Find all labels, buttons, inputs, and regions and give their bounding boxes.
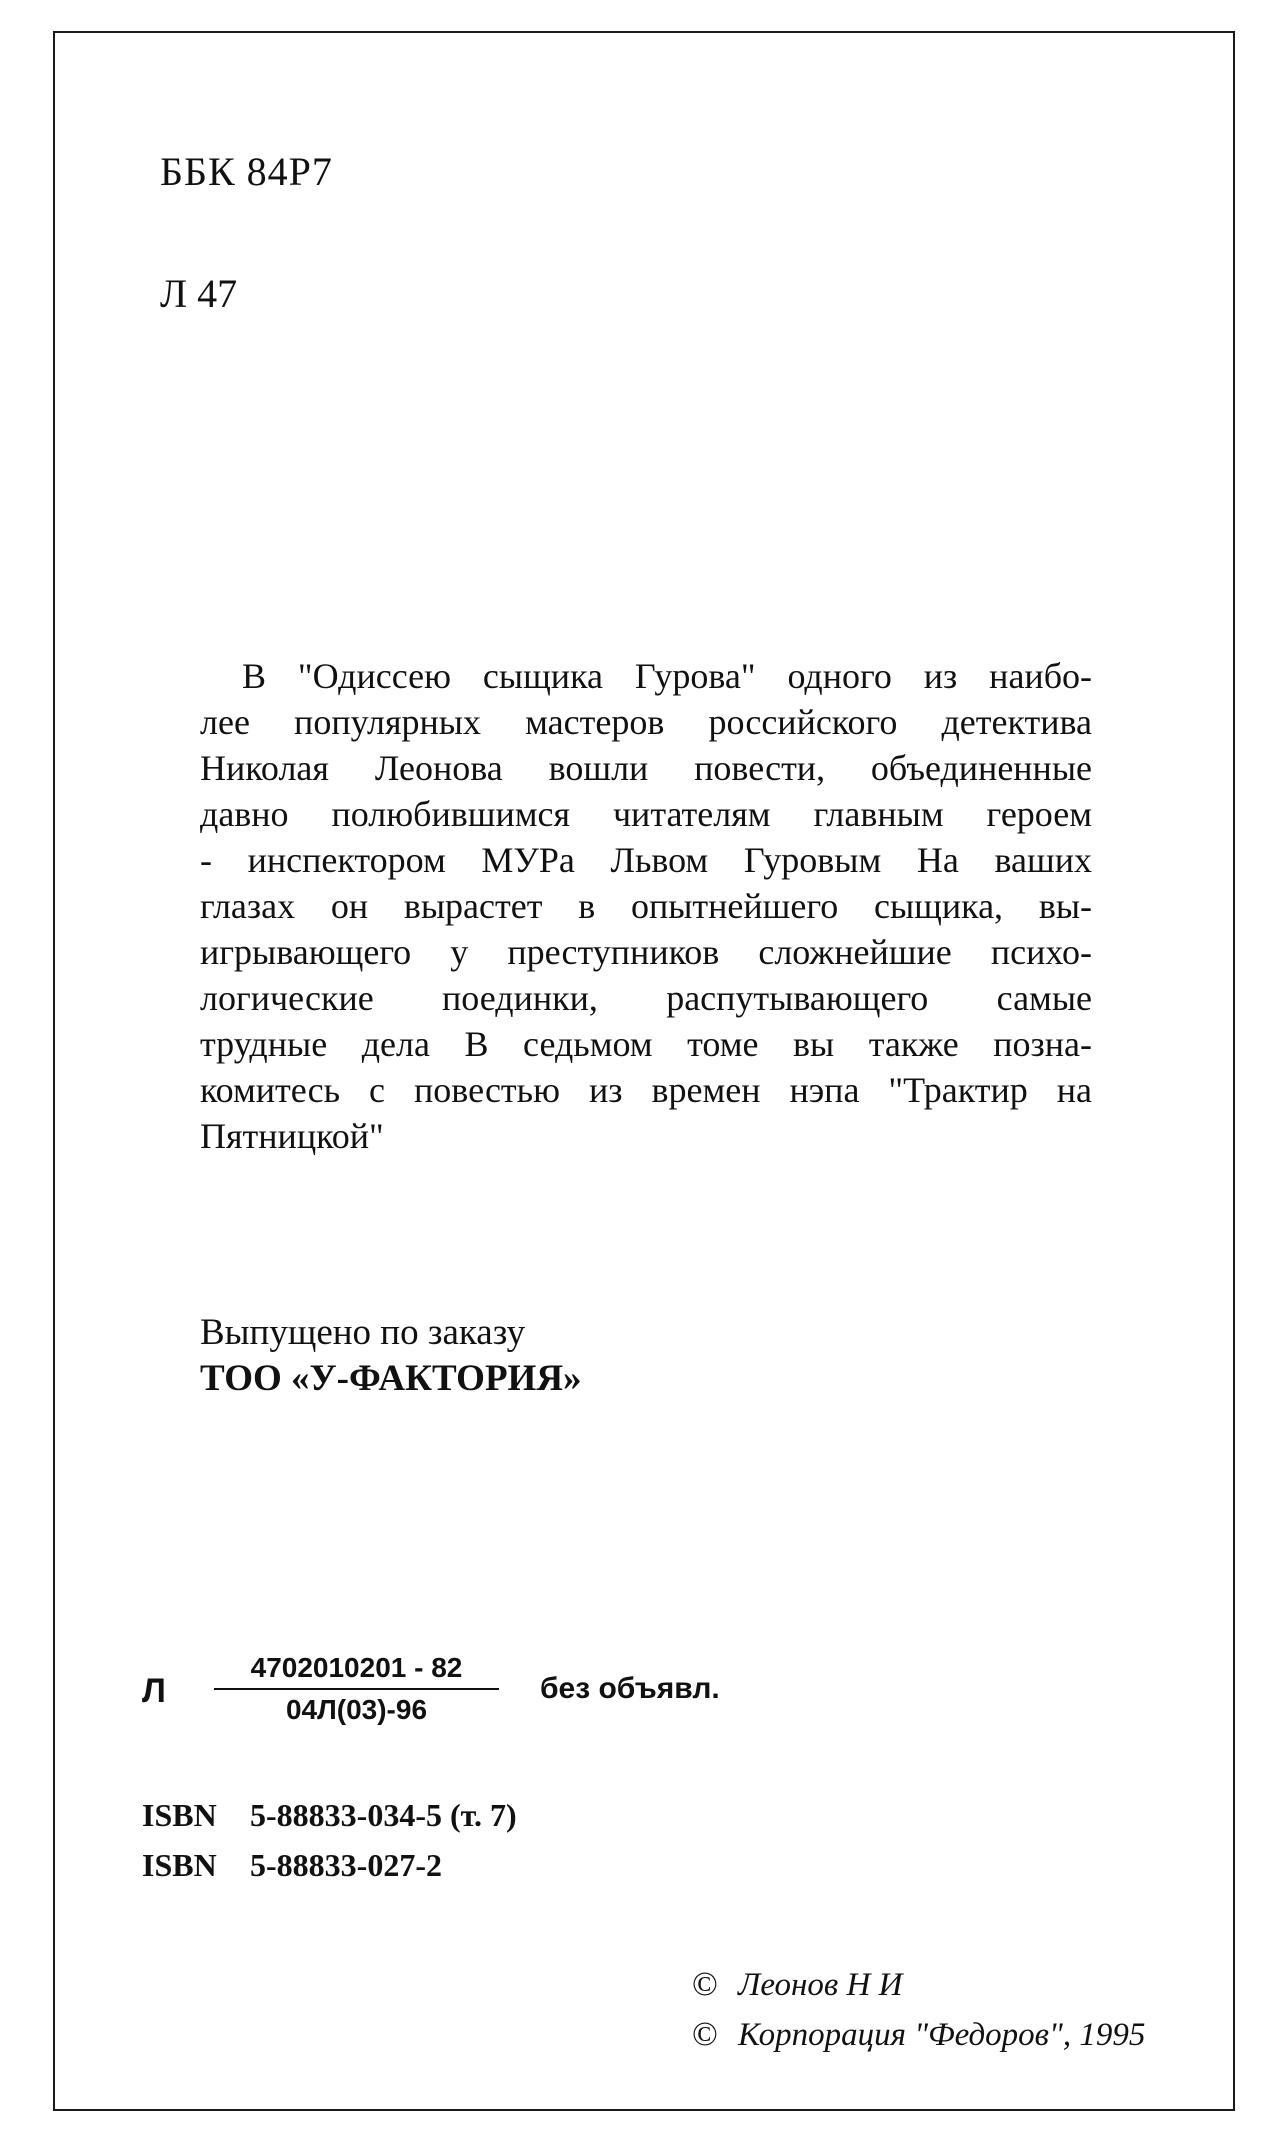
isbn-value: 5-88833-034-5 (т. 7) [250,1797,517,1833]
copyright-line [692,2010,1145,2060]
annotation-line: Николая Леонова вошли повести, объединенные [200,748,1092,788]
annotation [200,653,1092,1159]
annotation-line: комитесь с повестью из времен нэпа "Трактир на [200,1070,1092,1110]
annotation-line: Пятницкой" [200,1116,384,1156]
publisher-note: Выпущено по заказу [200,1312,526,1353]
copyright-holder: Корпорация "Федоров", 1995 [738,2017,1146,2053]
annotation-line: игрывающего у преступников сложнейшие психо- [200,932,1092,972]
catalog-index [142,1650,842,1740]
annotation-line: лее популярных мастеров российского детектива [200,702,1092,742]
bbk-code: ББК 84Р7 [160,149,333,194]
isbn-label: ISBN [142,1847,217,1883]
author-code: Л 47 [160,271,238,316]
copyright-block [692,1960,1145,2060]
publisher-block [200,1310,582,1402]
publisher-name: ТОО «У-ФАКТОРИЯ» [200,1358,582,1399]
annotation-line: В "Одиссею сыщика Гурова" одного из наибо- [242,656,1092,696]
catalog-denominator: 04Л(03)-96 [285,1694,428,1725]
copyright-holder: Леонов Н И [738,1967,903,2003]
copyright-icon: © [692,2016,718,2053]
catalog-price-note: без объявл. [540,1672,720,1705]
isbn-line [142,1840,517,1890]
copyright-icon: © [692,1966,718,2003]
isbn-block [142,1790,517,1890]
annotation-line: логические поединки, распутывающего самые [200,978,1092,1018]
annotation-line: - инспектором МУРа Львом Гуровым На ваших [200,840,1092,880]
annotation-line: глазах он вырастет в опытнейшего сыщика, вы- [200,886,1092,926]
annotation-line: давно полюбившимся читателям главным героем [200,794,1092,834]
isbn-line [142,1790,517,1840]
catalog-letter: Л [142,1672,166,1710]
isbn-value: 5-88833-027-2 [250,1847,442,1883]
catalog-numerator: 4702010201 - 82 [214,1650,499,1690]
isbn-label: ISBN [142,1797,217,1833]
catalog-fraction [214,1650,499,1730]
copyright-line [692,1960,1145,2010]
annotation-line: трудные дела В седьмом томе вы также позна- [200,1024,1092,1064]
